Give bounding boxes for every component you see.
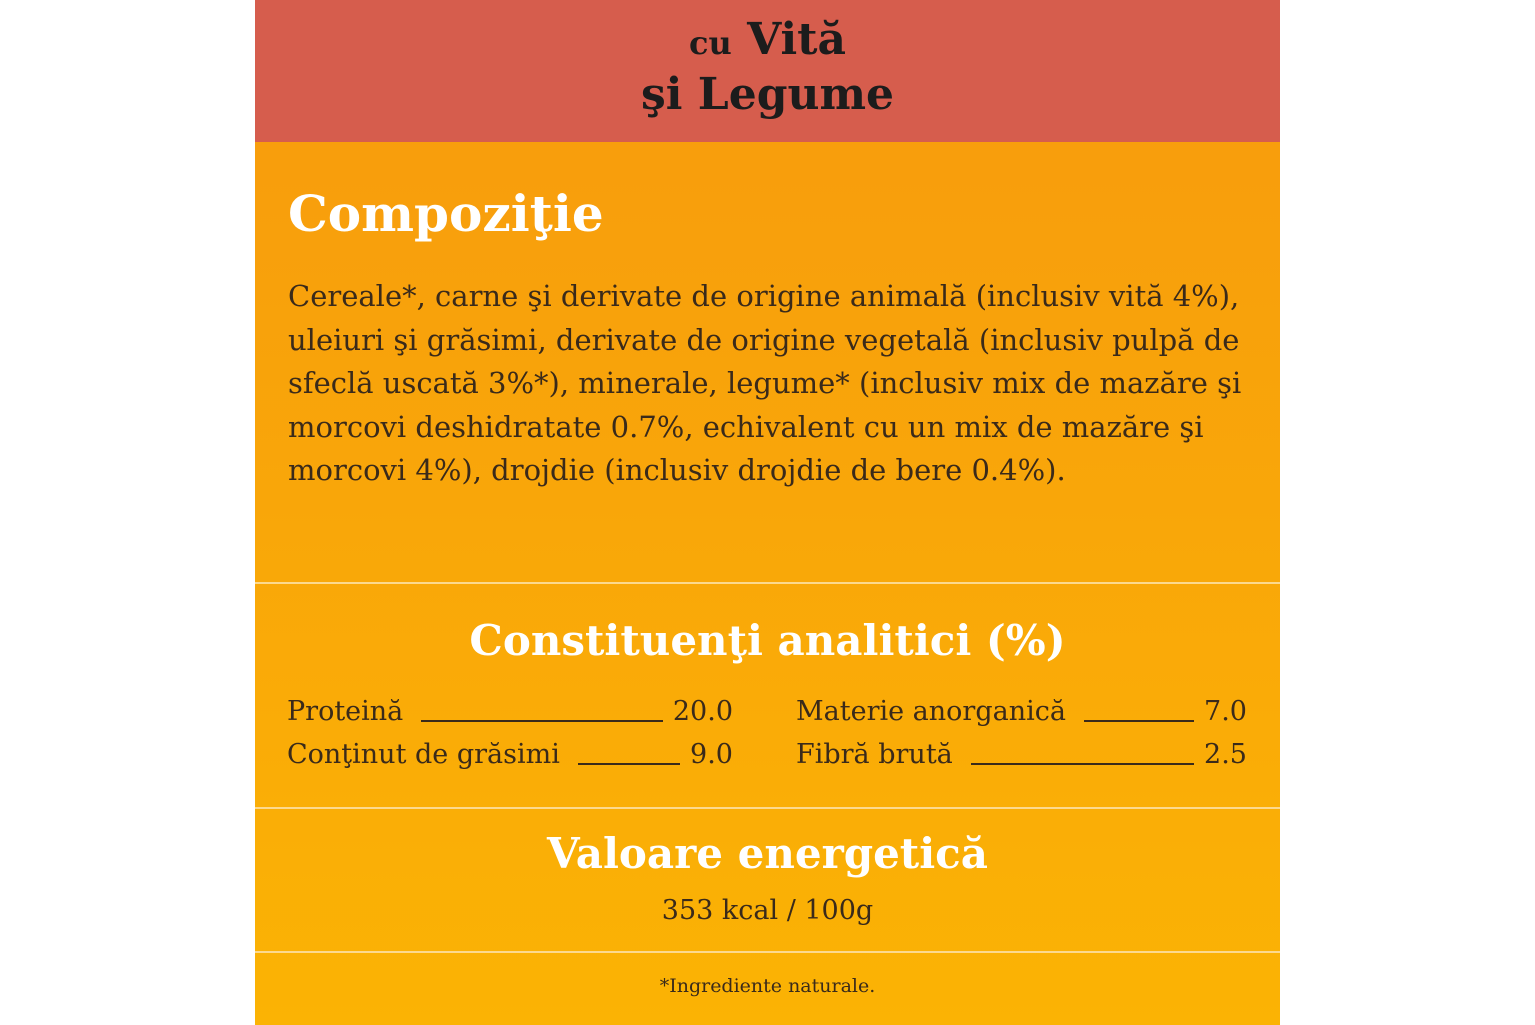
constituent-value: 2.5 xyxy=(1204,739,1247,770)
constituent-row-fibre xyxy=(796,733,1247,773)
product-title-main: Vită xyxy=(747,14,846,65)
constituent-name: Materie anorganică xyxy=(796,696,1066,727)
constituent-name: Proteină xyxy=(287,696,404,727)
constituent-row-fat xyxy=(287,733,733,773)
constituent-row-ash xyxy=(796,690,1247,730)
energy-title: Valoare energetică xyxy=(547,829,988,878)
leader-line xyxy=(971,763,1194,765)
composition-text: Cereale*, carne şi derivate de origine animală (inclusiv vită 4%), uleiuri şi grăsimi, derivate de origine vegetală (inclusiv pulpă de sfeclă uscată 3%*), minerale, legume* (inclusiv mix de mazăre şi morcovi deshidratate 0.7%, echivalent cu un mix de mazăre şi morcovi 4%), drojdie (inclusiv drojdie de bere 0.4%). xyxy=(288,279,1242,487)
constituent-value: 20.0 xyxy=(672,696,733,727)
section-divider xyxy=(255,807,1280,809)
composition-title: Compoziţie xyxy=(288,184,604,243)
analytic-constituents-title: Constituenţi analitici (%) xyxy=(469,616,1066,665)
product-title-prefix: cu xyxy=(689,24,732,62)
footnote: *Ingrediente naturale. xyxy=(659,975,876,997)
section-divider xyxy=(255,582,1280,584)
constituent-value: 9.0 xyxy=(690,739,733,770)
leader-line xyxy=(578,763,680,765)
nutrition-label xyxy=(255,0,1280,1025)
constituent-value: 7.0 xyxy=(1204,696,1247,727)
section-divider xyxy=(255,951,1280,953)
product-header xyxy=(255,0,1280,142)
leader-line xyxy=(1084,720,1194,722)
constituent-name: Conţinut de grăsimi xyxy=(287,739,560,770)
constituent-name: Fibră brută xyxy=(796,739,953,770)
constituent-row-protein xyxy=(287,690,733,730)
product-title-line1 xyxy=(255,14,1280,69)
product-title-line2: şi Legume xyxy=(640,69,895,120)
energy-value: 353 kcal / 100g xyxy=(661,895,874,926)
leader-line xyxy=(421,720,663,722)
